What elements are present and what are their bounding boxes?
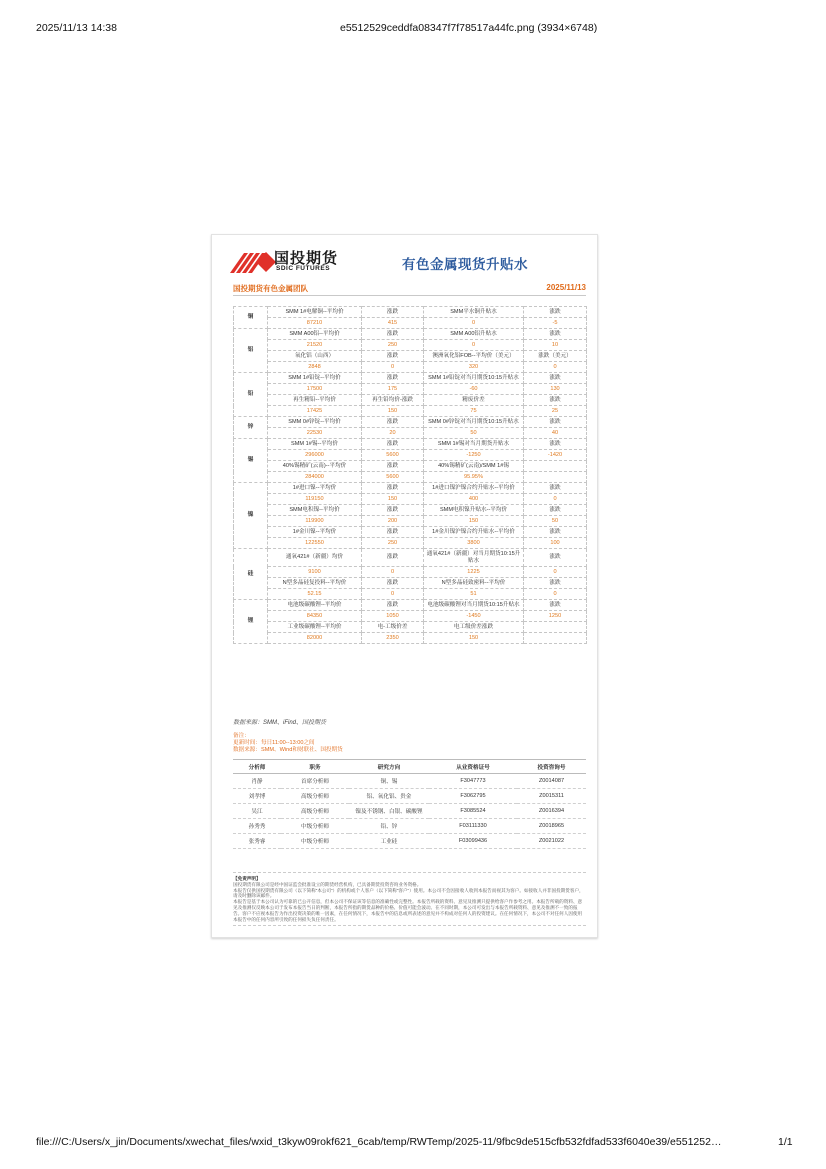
price-value-cell: 284000 — [268, 472, 362, 483]
analyst-cell: 高级分析师 — [281, 789, 349, 804]
analyst-cell: 铜、锡 — [349, 774, 429, 789]
analyst-cell: F3085524 — [429, 804, 517, 819]
analyst-cell: 铝、氧化铝、贵金 — [349, 789, 429, 804]
price-value-cell: 320 — [424, 362, 524, 373]
analyst-cell: 张秀睿 — [233, 834, 281, 849]
price-label-cell: SMM 0#锌锭对当月期货10:15升贴水 — [424, 417, 524, 428]
price-value-cell: 0 — [424, 340, 524, 351]
price-label-cell: 电池级碳酸锂对当月期货10:15升贴水 — [424, 600, 524, 611]
price-value-cell: 400 — [424, 494, 524, 505]
price-label-cell: 涨跌 — [362, 527, 424, 538]
price-value-cell: 52.15 — [268, 589, 362, 600]
price-value-cell: 150 — [362, 494, 424, 505]
price-label-cell: 涨跌 — [524, 505, 587, 516]
price-value-row — [234, 362, 587, 373]
price-value-row — [234, 611, 587, 622]
price-label-cell: SMM平水铜升贴水 — [424, 307, 524, 318]
price-label-cell: 澳洲氧化铝FOB--平均价（美元） — [424, 351, 524, 362]
price-value-cell: 150 — [362, 406, 424, 417]
price-label-cell: 精废价差 — [424, 395, 524, 406]
price-value-row — [234, 406, 587, 417]
analyst-cell: 中级分析师 — [281, 834, 349, 849]
price-value-cell: 150 — [424, 633, 524, 644]
notes-source: 数据来源：SMM、Wind和财联社、国投期货 — [233, 747, 343, 753]
price-value-cell: 122550 — [268, 538, 362, 549]
price-label-row — [234, 351, 587, 362]
price-value-cell: 0 — [362, 567, 424, 578]
analyst-row — [233, 804, 586, 819]
price-value-cell: 100 — [524, 538, 587, 549]
price-label-cell: 再生精铅--平均价 — [268, 395, 362, 406]
analyst-row — [233, 789, 586, 804]
analyst-cell: F03099436 — [429, 834, 517, 849]
price-value-cell: 95.95% — [424, 472, 524, 483]
analyst-cell: Z0014087 — [517, 774, 586, 789]
price-label-cell: 涨跌 — [524, 600, 587, 611]
price-value-row — [234, 589, 587, 600]
price-label-row — [234, 395, 587, 406]
price-value-cell: 0 — [362, 589, 424, 600]
price-value-row — [234, 633, 587, 644]
price-label-cell: 涨跌 — [362, 600, 424, 611]
price-value-cell: 25 — [524, 406, 587, 417]
analyst-cell: Z0018965 — [517, 819, 586, 834]
price-label-cell: 涨跌 — [524, 439, 587, 450]
report-document — [211, 234, 598, 938]
report-date: 2025/11/13 — [546, 283, 586, 292]
logo-cn: 国投期货 — [274, 249, 339, 267]
price-value-cell: 2848 — [268, 362, 362, 373]
price-label-cell: 40%锡精矿(云南)/SMM 1#锡 — [424, 461, 524, 472]
price-value-cell: 84350 — [268, 611, 362, 622]
price-value-cell: -1250 — [424, 450, 524, 461]
price-value-cell: 119150 — [268, 494, 362, 505]
price-value-cell: -1450 — [424, 611, 524, 622]
price-value-cell — [524, 633, 587, 644]
price-label-cell: 1#金川镍--平均价 — [268, 527, 362, 538]
price-value-row — [234, 567, 587, 578]
metal-category: 锡 — [234, 439, 268, 483]
price-value-cell: 17425 — [268, 406, 362, 417]
price-label-cell: 涨跌（美元） — [524, 351, 587, 362]
notes-block — [233, 733, 343, 754]
metal-category: 铅 — [234, 373, 268, 417]
price-label-row — [234, 527, 587, 538]
metal-category: 镍 — [234, 483, 268, 549]
price-label-cell: 1#进口镍沪镍合约升贴水--平均价 — [424, 483, 524, 494]
price-label-row — [234, 329, 587, 340]
price-label-row — [234, 417, 587, 428]
analyst-cell: 镍及不锈钢、白银、碳酸锂 — [349, 804, 429, 819]
analyst-header-cell: 投资咨询号 — [517, 760, 586, 774]
price-value-cell: 50 — [424, 428, 524, 439]
analyst-header-cell: 研究方向 — [349, 760, 429, 774]
price-label-row — [234, 549, 587, 567]
logo-en: SDIC FUTURES — [276, 265, 331, 272]
price-value-cell — [524, 472, 587, 483]
price-label-row — [234, 505, 587, 516]
price-label-cell — [524, 622, 587, 633]
price-label-cell: 通氧421#（新疆）对当月期货10:15升贴水 — [424, 549, 524, 567]
price-label-cell: 涨跌 — [362, 417, 424, 428]
print-title: e5512529ceddfa08347f7f78517a44fc.png (3934×6748) — [340, 22, 598, 34]
metal-category: 硅 — [234, 549, 268, 600]
disclaimer-line: 本报告是基于本公司认为可靠的已公开信息，但本公司不保证该等信息的准确性或完整性。本报告所载的资料、意见及推测只提供给客户作参考之用。本报告所载的资料、意见及推测仅反映本公司于发布本报告当日的判断，本报告所指的期货品种的价格、价值可能会波动。在不同时期，本公司可发出与本报告所载资料、意见及推测不一致的报告。客户不应视本报告为作出投资决策的唯一因素，在任何情况下，本报告中的信息或所表述的意见并不构成对任何人的投资建议。在任何情况下，本公司不对任何人因使用本报告中的任何内容所引致的任何损失负任何责任。 — [233, 899, 583, 922]
price-value-cell: 250 — [362, 538, 424, 549]
print-page-number: 1/1 — [778, 1136, 793, 1148]
price-value-cell: 22530 — [268, 428, 362, 439]
analyst-cell: 刘孝博 — [233, 789, 281, 804]
price-label-cell: 涨跌 — [362, 461, 424, 472]
analyst-cell: 首席分析师 — [281, 774, 349, 789]
price-label-row — [234, 307, 587, 318]
sdic-logo-icon — [230, 249, 276, 273]
price-value-cell: 21520 — [268, 340, 362, 351]
price-label-cell: 电-工级价差 — [362, 622, 424, 633]
price-label-cell: 1#进口镍--平均价 — [268, 483, 362, 494]
price-label-row — [234, 600, 587, 611]
price-value-cell: 9100 — [268, 567, 362, 578]
analyst-header-cell: 分析师 — [233, 760, 281, 774]
price-label-cell: 再生铅均价-涨跌 — [362, 395, 424, 406]
print-date: 2025/11/13 14:38 — [36, 22, 117, 34]
price-label-cell: SMM 1#锡对当月期货升贴水 — [424, 439, 524, 450]
price-label-cell: 涨跌 — [362, 505, 424, 516]
price-value-cell: 130 — [524, 384, 587, 395]
price-label-cell: 涨跌 — [524, 395, 587, 406]
price-label-cell: 涨跌 — [524, 417, 587, 428]
price-value-cell: 82000 — [268, 633, 362, 644]
price-label-row — [234, 439, 587, 450]
analyst-cell: Z0015311 — [517, 789, 586, 804]
analyst-cell: F3062795 — [429, 789, 517, 804]
metal-category: 锂 — [234, 600, 268, 644]
price-value-cell: 119900 — [268, 516, 362, 527]
price-label-cell: 涨跌 — [362, 307, 424, 318]
team-name: 国投期货有色金属团队 — [233, 284, 308, 293]
price-label-cell: SMM 1#锡--平均价 — [268, 439, 362, 450]
price-label-row — [234, 483, 587, 494]
analyst-cell: F3047773 — [429, 774, 517, 789]
price-label-cell: 通氧421#（新疆）均价 — [268, 549, 362, 567]
price-value-row — [234, 428, 587, 439]
notes-title: 备注： — [233, 733, 250, 739]
price-label-cell: 涨跌 — [362, 329, 424, 340]
analyst-table — [233, 759, 586, 849]
notes-update-time: 更新时间：每日11:00--13:00之间 — [233, 740, 315, 746]
analyst-cell: 工业硅 — [349, 834, 429, 849]
analyst-row — [233, 819, 586, 834]
price-value-cell: 5600 — [362, 472, 424, 483]
price-value-cell: 10 — [524, 340, 587, 351]
price-label-cell: 电池级碳酸锂--平均价 — [268, 600, 362, 611]
price-value-cell: 3800 — [424, 538, 524, 549]
price-label-cell: 40%锡精矿(云南)--平均价 — [268, 461, 362, 472]
metal-category: 锌 — [234, 417, 268, 439]
price-value-cell: 1050 — [362, 611, 424, 622]
price-label-cell: 电工级价差涨跌 — [424, 622, 524, 633]
sdic-logo — [230, 247, 360, 275]
price-label-cell: SMM A00铝升贴水 — [424, 329, 524, 340]
disclaimer-line: 国投期货有限公司是经中国证监会批准设立的期货经营机构，已具备期货投资咨询业务资格。 — [233, 881, 422, 887]
price-label-cell: 涨跌 — [524, 373, 587, 384]
price-value-cell: 150 — [424, 516, 524, 527]
price-value-cell: 51 — [424, 589, 524, 600]
price-value-cell: 17500 — [268, 384, 362, 395]
analyst-row — [233, 774, 586, 789]
price-value-cell: 50 — [524, 516, 587, 527]
analyst-cell: 中级分析师 — [281, 819, 349, 834]
price-label-cell: 涨跌 — [524, 329, 587, 340]
price-label-cell: 工业级碳酸锂--平均价 — [268, 622, 362, 633]
price-label-row — [234, 622, 587, 633]
price-value-row — [234, 450, 587, 461]
analyst-cell: 吴江 — [233, 804, 281, 819]
price-value-row — [234, 384, 587, 395]
price-label-row — [234, 461, 587, 472]
price-value-cell: 415 — [362, 318, 424, 329]
price-label-cell: 涨跌 — [524, 307, 587, 318]
price-label-cell: 涨跌 — [524, 549, 587, 567]
browser-print-header — [0, 0, 826, 40]
metal-category: 铝 — [234, 329, 268, 373]
analyst-header-cell: 从业资格证号 — [429, 760, 517, 774]
price-value-cell: 40 — [524, 428, 587, 439]
price-value-cell: 0 — [524, 362, 587, 373]
price-label-cell: N型多晶硅复投料--平均价 — [268, 578, 362, 589]
price-value-cell: 0 — [524, 567, 587, 578]
price-value-cell: 1225 — [424, 567, 524, 578]
document-title: 有色金属现货升贴水 — [402, 257, 528, 273]
price-value-row — [234, 516, 587, 527]
analyst-cell: Z0021022 — [517, 834, 586, 849]
price-value-cell: 200 — [362, 516, 424, 527]
price-value-cell: 250 — [362, 340, 424, 351]
data-source: 数据来源：SMM、iFind、国投期货 — [233, 720, 327, 726]
price-label-cell: 涨跌 — [362, 578, 424, 589]
price-value-row — [234, 340, 587, 351]
analyst-cell: 孙秀秀 — [233, 819, 281, 834]
price-value-cell: 175 — [362, 384, 424, 395]
analyst-header-cell: 职务 — [281, 760, 349, 774]
price-value-cell: 87210 — [268, 318, 362, 329]
price-label-cell: 涨跌 — [362, 439, 424, 450]
analyst-cell: 铅、锌 — [349, 819, 429, 834]
price-label-cell: 涨跌 — [362, 351, 424, 362]
price-value-cell: 2350 — [362, 633, 424, 644]
analyst-cell: 高级分析师 — [281, 804, 349, 819]
team-date-row — [233, 283, 586, 296]
price-value-cell: 20 — [362, 428, 424, 439]
price-label-cell: 涨跌 — [524, 578, 587, 589]
price-value-row — [234, 318, 587, 329]
price-value-cell: 5600 — [362, 450, 424, 461]
price-label-cell: SMM A00铝--平均价 — [268, 329, 362, 340]
price-label-cell: 1#金川镍沪镍合约升贴水--平均价 — [424, 527, 524, 538]
price-label-cell: 氧化铝（山西） — [268, 351, 362, 362]
price-value-cell: 0 — [524, 589, 587, 600]
price-label-cell: SMM 1#铅锭--平均价 — [268, 373, 362, 384]
price-label-cell: SMM 0#锌锭--平均价 — [268, 417, 362, 428]
analyst-cell: Z0016394 — [517, 804, 586, 819]
price-label-cell: 涨跌 — [524, 483, 587, 494]
price-value-row — [234, 494, 587, 505]
price-value-cell: 296000 — [268, 450, 362, 461]
price-label-cell: 涨跌 — [362, 373, 424, 384]
price-label-cell — [524, 461, 587, 472]
analyst-cell: F03111330 — [429, 819, 517, 834]
price-label-cell: SMM 1#铅锭对当月期货10:15升贴水 — [424, 373, 524, 384]
price-value-cell: 75 — [424, 406, 524, 417]
price-label-cell: SMM电积镍--平均价 — [268, 505, 362, 516]
analyst-row — [233, 834, 586, 849]
price-value-cell: -1420 — [524, 450, 587, 461]
disclaimer-title: 【免责声明】 — [233, 876, 261, 881]
price-label-cell: N型多晶硅致密料--平均价 — [424, 578, 524, 589]
price-value-row — [234, 472, 587, 483]
disclaimer-line: 本报告仅供国投期货有限公司（以下简称“本公司”）的机构或个人客户（以下简称“客户”）使用。本公司不会因接收人收到本报告而视其为客户。如接收人并非国投期货客户，请及时删除该邮件。 — [233, 887, 584, 899]
analyst-cell: 肖静 — [233, 774, 281, 789]
print-file-path: file:///C:/Users/x_jin/Documents/xwechat_files/wxid_t3kyw09rokf621_6cab/temp/RWTemp/2025-11/9fbc9de515cfb532fdfad533f6040e39/e551252… — [36, 1136, 722, 1148]
price-label-row — [234, 373, 587, 384]
price-value-cell: 0 — [424, 318, 524, 329]
price-value-cell: -5 — [524, 318, 587, 329]
price-table — [233, 306, 587, 644]
price-label-cell: SMM 1#电解铜--平均价 — [268, 307, 362, 318]
price-value-cell: 0 — [524, 494, 587, 505]
price-value-cell: 1250 — [524, 611, 587, 622]
price-label-row — [234, 578, 587, 589]
price-label-cell: 涨跌 — [362, 549, 424, 567]
price-label-cell: SMM电积镍升贴水--平均价 — [424, 505, 524, 516]
price-label-cell: 涨跌 — [524, 527, 587, 538]
metal-category: 铜 — [234, 307, 268, 329]
price-label-cell: 涨跌 — [362, 483, 424, 494]
price-value-row — [234, 538, 587, 549]
disclaimer — [233, 872, 586, 926]
price-value-cell: 0 — [362, 362, 424, 373]
price-value-cell: -60 — [424, 384, 524, 395]
